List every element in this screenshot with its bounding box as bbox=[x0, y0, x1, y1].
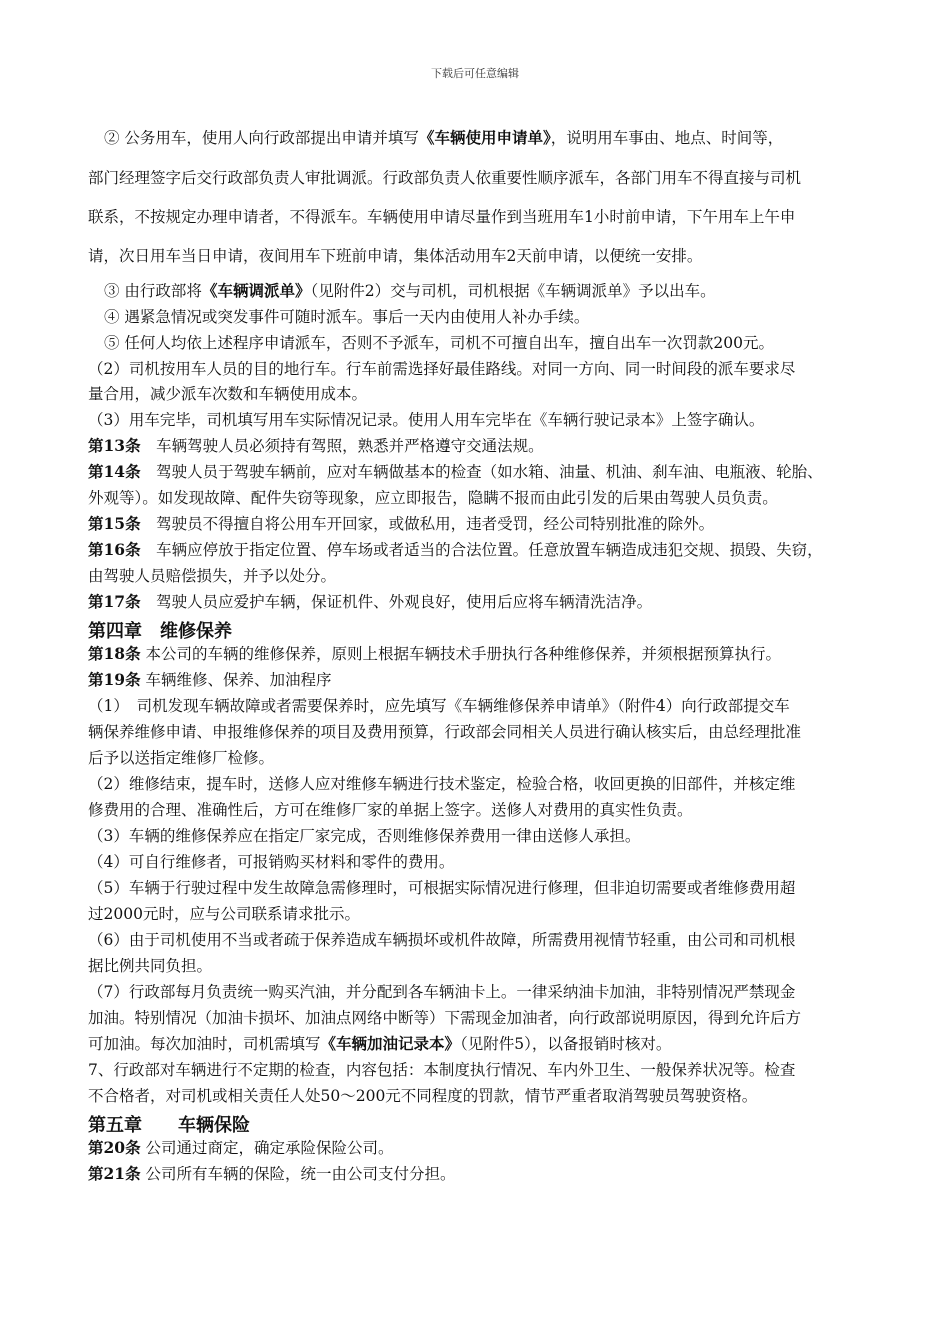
paragraph-line: ⑤ 任何人均依上述程序申请派车，否则不予派车，司机不可擅自出车，擅自出车一次罚款200元。 bbox=[104, 334, 775, 352]
paragraph-line: 加油。特别情况（加油卡损坏、加油点网络中断等）下需现金加油者，向行政部说明原因，得到允许后方 bbox=[88, 1009, 802, 1027]
paragraph-line: （2）维修结束，提车时，送修人应对维修车辆进行技术鉴定，检验合格，收回更换的旧部件，并核定维 bbox=[88, 775, 796, 793]
article-line: 第17条 驾驶人员应爱护车辆，保证机件、外观良好，使用后应将车辆清洗洁净。 bbox=[88, 592, 653, 611]
article-line: 第13条 车辆驾驶人员必须持有驾照，熟悉并严格遵守交通法规。 bbox=[88, 436, 544, 455]
article-line: 第20条 公司通过商定，确定承险保险公司。 bbox=[88, 1138, 394, 1157]
paragraph-line: （7）行政部每月负责统一购买汽油，并分配到各车辆油卡上。一律采纳油卡加油，非特别情况严禁现金 bbox=[88, 983, 796, 1001]
article-line: 第21条 公司所有车辆的保险，统一由公司支付分担。 bbox=[88, 1164, 456, 1183]
paragraph-line: （6）由于司机使用不当或者疏于保养造成车辆损坏或机件故障，所需费用视情节轻重，由公司和司机根 bbox=[88, 931, 796, 949]
paragraph-line: （3）用车完毕，司机填写用车实际情况记录。使用人用车完毕在《车辆行驶记录本》上签字确认。 bbox=[88, 411, 765, 429]
paragraph-line: 辆保养维修申请、申报维修保养的项目及费用预算，行政部会同相关人员进行确认核实后，由总经理批准 bbox=[88, 723, 802, 741]
chapter-heading: 第四章 维修保养 bbox=[88, 621, 232, 642]
paragraph-line: 可加油。每次加油时，司机需填写《车辆加油记录本》（见附件5），以备报销时核对。 bbox=[88, 1034, 672, 1053]
article-number: 第13条 bbox=[88, 436, 141, 455]
paragraph-line: 量合用，减少派车次数和车辆使用成本。 bbox=[88, 385, 368, 403]
article-line: 第16条 车辆应停放于指定位置、停车场或者适当的合法位置。任意放置车辆造成违犯交规、损毁、失窃， bbox=[88, 540, 823, 559]
article-line: 第14条 驾驶人员于驾驶车辆前，应对车辆做基本的检查（如水箱、油量、机油、刹车油、电瓶液、轮胎、 bbox=[88, 462, 823, 481]
paragraph-line: 部门经理签字后交行政部负责人审批调派。行政部负责人依重要性顺序派车，各部门用车不得直接与司机 bbox=[88, 169, 802, 187]
paragraph-line: ③ 由行政部将《车辆调派单》（见附件2）交与司机，司机根据《车辆调派单》予以出车。 bbox=[104, 281, 716, 300]
paragraph-line: 外观等）。如发现故障、配件失窃等现象，应立即报告，隐瞒不报而由此引发的后果由驾驶人员负责。 bbox=[88, 489, 778, 507]
article-number: 第15条 bbox=[88, 514, 141, 533]
article-number: 第16条 bbox=[88, 540, 141, 559]
article-number: 第21条 bbox=[88, 1164, 141, 1183]
form-name: 《车辆调派单》 bbox=[201, 281, 311, 300]
paragraph-line: 联系，不按规定办理申请者，不得派车。车辆使用申请尽量作到当班用车1小时前申请，下午用车上午申 bbox=[88, 208, 796, 226]
article-number: 第14条 bbox=[88, 462, 141, 481]
paragraph-line: 由驾驶人员赔偿损失，并予以处分。 bbox=[88, 567, 337, 585]
article-line: 第18条 本公司的车辆的维修保养，原则上根据车辆技术手册执行各种维修保养，并须根据预算执行。 bbox=[88, 644, 782, 663]
paragraph-line: 不合格者，对司机或相关责任人处50～200元不同程度的罚款，情节严重者取消驾驶员驾驶资格。 bbox=[88, 1087, 758, 1105]
paragraph-line: （1） 司机发现车辆故障或者需要保养时，应先填写《车辆维修保养申请单》（附件4）向行政部提交车 bbox=[88, 697, 790, 715]
paragraph-line: ④ 遇紧急情况或突发事件可随时派车。事后一天内由使用人补办手续。 bbox=[104, 308, 590, 326]
paragraph-line: 修费用的合理、准确性后，方可在维修厂家的单据上签字。送修人对费用的真实性负责。 bbox=[88, 801, 693, 819]
article-number: 第17条 bbox=[88, 592, 141, 611]
article-number: 第20条 bbox=[88, 1138, 141, 1157]
article-line: 第15条 驾驶员不得擅自将公用车开回家，或做私用，违者受罚，经公司特别批准的除外。 bbox=[88, 514, 715, 533]
paragraph-line: 请，次日用车当日申请，夜间用车下班前申请，集体活动用车2天前申请，以便统一安排。 bbox=[88, 247, 703, 265]
paragraph-line: ② 公务用车，使用人向行政部提出申请并填写《车辆使用申请单》，说明用车事由、地点、时间等， bbox=[104, 128, 784, 147]
article-number: 第19条 bbox=[88, 670, 141, 689]
form-name: 《车辆使用申请单》 bbox=[418, 128, 551, 147]
article-number: 第18条 bbox=[88, 644, 141, 663]
paragraph-line: （3）车辆的维修保养应在指定厂家完成，否则维修保养费用一律由送修人承担。 bbox=[88, 827, 641, 845]
paragraph-line: 据比例共同负担。 bbox=[88, 957, 213, 975]
paragraph-line: （4）可自行维修者，可报销购买材料和零件的费用。 bbox=[88, 853, 455, 871]
paragraph-line: 7、行政部对车辆进行不定期的检查，内容包括：本制度执行情况、车内外卫生、一般保养状况等。检查 bbox=[88, 1061, 796, 1079]
paragraph-line: （2）司机按用车人员的目的地行车。行车前需选择好最佳路线。对同一方向、同一时间段的派车要求尽 bbox=[88, 360, 796, 378]
page-header: 下载后可任意编辑 bbox=[431, 67, 519, 80]
form-name: 《车辆加油记录本》 bbox=[320, 1034, 461, 1053]
paragraph-line: 过2000元时，应与公司联系请求批示。 bbox=[88, 905, 360, 923]
chapter-heading: 第五章 车辆保险 bbox=[88, 1115, 250, 1136]
paragraph-line: 后予以送指定维修厂检修。 bbox=[88, 749, 275, 767]
article-line: 第19条 车辆维修、保养、加油程序 bbox=[88, 670, 332, 689]
paragraph-line: （5）车辆于行驶过程中发生故障急需修理时，可根据实际情况进行修理，但非迫切需要或者维修费用超 bbox=[88, 879, 796, 897]
